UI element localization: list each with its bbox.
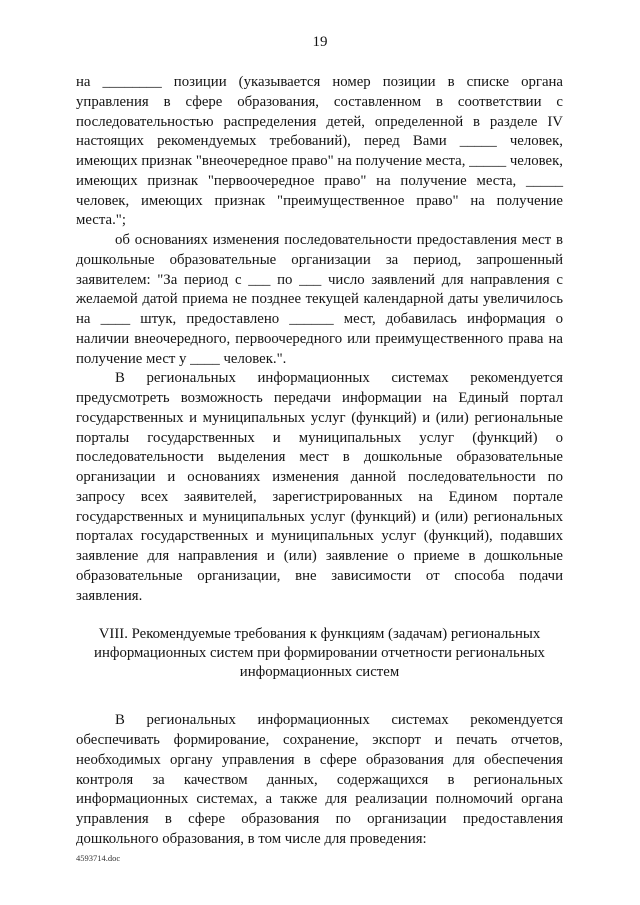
section-heading-viii: VIII. Рекомендуемые требования к функциям (задачам) региональных информационных систем при формировании отчетности региональных информационных систем <box>94 626 545 681</box>
body-text <box>76 73 563 850</box>
paragraph-change-reasons: об основаниях изменения последовательности предоставления мест в дошкольные образовательные организации за период, запрошенный заявителем: "За период с ___ по ___ число заявлений для направления с желаемой датой приема не позднее текущей календарной даты увеличилось на ____ штук, предоставлено ______ мест, добавилась информация о наличии внеочередного, первоочередного или преимущественного права на получение мест у ____ человек.". <box>76 232 563 367</box>
paragraph-portal-transfer: В региональных информационных системах рекомендуется предусмотреть возможность передачи информации на Единый портал государственных и муниципальных услуг (функций) и (или) региональные порталы государственных и муниципальных услуг (функций) о последовательности выделения мест в дошкольные образовательные организации и основаниях изменения данной последовательности по запросу всех заявителей, зарегистрированных на Едином портале государственных и муниципальных услуг (функций) и (или) региональных порталах государственных и муниципальных услуг (функций), подавших заявление для направления и (или) заявление о приеме в дошкольные образовательные организации, вне зависимости от способа подачи заявления. <box>76 370 563 604</box>
footer-filename: 4593714.doc <box>76 853 121 863</box>
page-number: 19 <box>312 34 328 50</box>
paragraph-reporting: В региональных информационных системах рекомендуется обеспечивать формирование, сохранение, экспорт и печать отчетов, необходимых органу управления в сфере образования для обеспечения контроля за качеством данных, содержащихся в региональных информационных системах, а также для реализации полномочий органа управления в сфере образования по организации предоставления дошкольного образования, в том числе для проведения: <box>76 712 563 847</box>
paragraph-queue-position: на ________ позиции (указывается номер позиции в списке органа управления в сфере образования, составленном в соответствии с последовательностью распределения детей, определенной в разделе IV настоящих рекомендуемых требований), перед Вами _____ человек, имеющих признак "внеочередное право" на получение места, _____ человек, имеющих признак "первоочередное право" на получение места, _____ человек, имеющих признак "преимущественное право" на получение места."; <box>76 74 563 229</box>
